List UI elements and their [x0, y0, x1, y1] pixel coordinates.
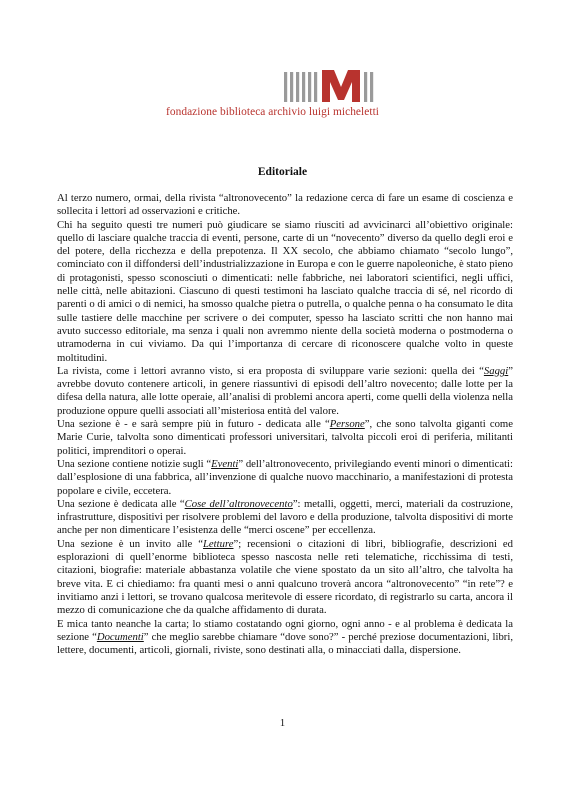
paragraph: [57, 458, 513, 498]
paragraph-text: La rivista, come i lettori avranno visto, si era proposta di sviluppare varie sezioni: quella dei “: [57, 364, 484, 377]
section-name-saggi: Saggi: [483, 364, 509, 377]
paragraph-text: ”, che sono talvolta giganti come Marie Curie, talvolta sono dimenticati professori universitari, talvolta piccoli eroi di periferia, militanti politici, imprenditori o operai.: [57, 418, 513, 457]
editorial-body: [57, 192, 513, 657]
paragraph-text: Una sezione è dedicata alle “: [57, 497, 185, 510]
paragraph-text: Una sezione è - e sarà sempre più in futuro - dedicata alle “: [57, 418, 330, 431]
paragraph: [57, 219, 513, 365]
section-name-documenti: Documenti: [96, 630, 144, 643]
section-name-letture: Letture: [202, 537, 234, 550]
paragraph-text: ”; recensioni o citazioni di libri, bibliografie, descrizioni ed esplorazioni di quell’enorme biblioteca spesso nascosta nelle reti telematiche, ricchissima di testi, citazioni, biografie: materiale abbastanza volatile che viene spostato da un sito all’altro, che talvolta ha breve vita. E ci chiediamo: fra quanti mesi o anni qualcuno troverà ancora “altronovecento” “in rete”? e invitiamo anzi i lettori, se trovano qualcosa meritevole di essere ricordato, di registrarlo su carta, ancora il mezzo di comunicazione che da qualche affidamento di durata.: [57, 537, 513, 617]
paragraph: [57, 192, 513, 219]
page-number: 1: [279, 718, 286, 729]
section-name-persone: Persone: [329, 418, 365, 431]
logo-mark-icon: [284, 70, 404, 104]
section-name-cose: Cose dell’altronovecento: [184, 497, 293, 510]
paragraph-text: ”: metalli, oggetti, merci, materiali da costruzione, infrastrutture, dispositivi per risolvere problemi del lavoro e della produzione, talvolta dispositivi di morte anche per non dimenticare l’esistenza delle “merci oscene” per eccellenza.: [57, 497, 513, 537]
paragraph-text: Chi ha seguito questi tre numeri può giudicare se siamo riusciti ad avvicinarci all’obiettivo originale: quello di lasciare qualche traccia di eventi, persone, carte di un “novecento” diverso da quello degli eroi e del potere, della ricchezza e della prepotenza. Il XX secolo, che abbiamo chiamato “secolo lungo”, cominciato con il diffondersi dell’industrializzazione in Europa e con le guerre napoleoniche, è stato pieno di protagonisti, spesso sconosciuti o dimenticati: nelle fabbriche, nei laboratori scientifici, negli uffici, nelle città, nelle abitazioni. Ciascuno di questi testimoni ha lasciato qualche traccia di sé, nel ricordo di parenti o di amici o di nemici, ha smosso qualche pietra o putrella, o qualche penna o ha consumato le dita sulle tastiere delle macchine per scrivere o dei computer, spesso ha lasciato scritti che non hanno mai avuto successo editoriale, ma senza i quali non avremmo niente della società moderna o postmoderna o utramoderna in cui viviamo. Da qui l’importanza di cercare di riconoscere qualche volto in queste moltitudini.: [57, 218, 513, 364]
foundation-logo: [166, 64, 421, 124]
paragraph-text: Al terzo numero, ormai, della rivista “altronovecento” la redazione cerca di fare un esame di coscienza e sollecita i lettori ad osservazioni e critiche.: [57, 192, 513, 218]
paragraph-text: E mica tanto neanche la carta; lo stiamo costatando ogni giorno, ogni anno - e al problema è dedicata la sezione “: [57, 617, 513, 643]
paragraph: [57, 538, 513, 618]
paragraph-text: ” dell’altronovecento, privilegiando eventi minori o dimenticati: dall’esplosione di una fabbrica, all’invenzione di qualche nuovo macchinario, a manifestazioni di protesta popolare e civile, eccetera.: [57, 457, 513, 497]
paragraph-text: ” che meglio sarebbe chiamare “dove sono?” - perché preziose documentazioni, libri, lettere, documenti, articoli, giornali, riviste, sono destinati alla, o minacciati dalla, dispersione.: [57, 630, 513, 657]
section-name-eventi: Eventi: [211, 457, 239, 470]
logo-caption: fondazione biblioteca archivio luigi micheletti: [166, 106, 380, 118]
paragraph-text: ” avrebbe dovuto contenere articoli, in genere riassuntivi di episodi dell’altro novecento; dalle lotte per la difesa della natura, alle lotte operaie, all’analisi di problemi ancora aperti, come quelli della violenza nella produzione oppure quelli associati all’misteriosa entità del valore.: [57, 364, 513, 417]
paragraph: [57, 498, 513, 538]
paragraph: [57, 618, 513, 658]
page-title: Editoriale: [257, 166, 308, 178]
paragraph: [57, 418, 513, 458]
paragraph: [57, 365, 513, 418]
paragraph-text: Una sezione contiene notizie sugli “: [57, 457, 212, 470]
paragraph-text: Una sezione è un invito alle “: [57, 537, 203, 550]
